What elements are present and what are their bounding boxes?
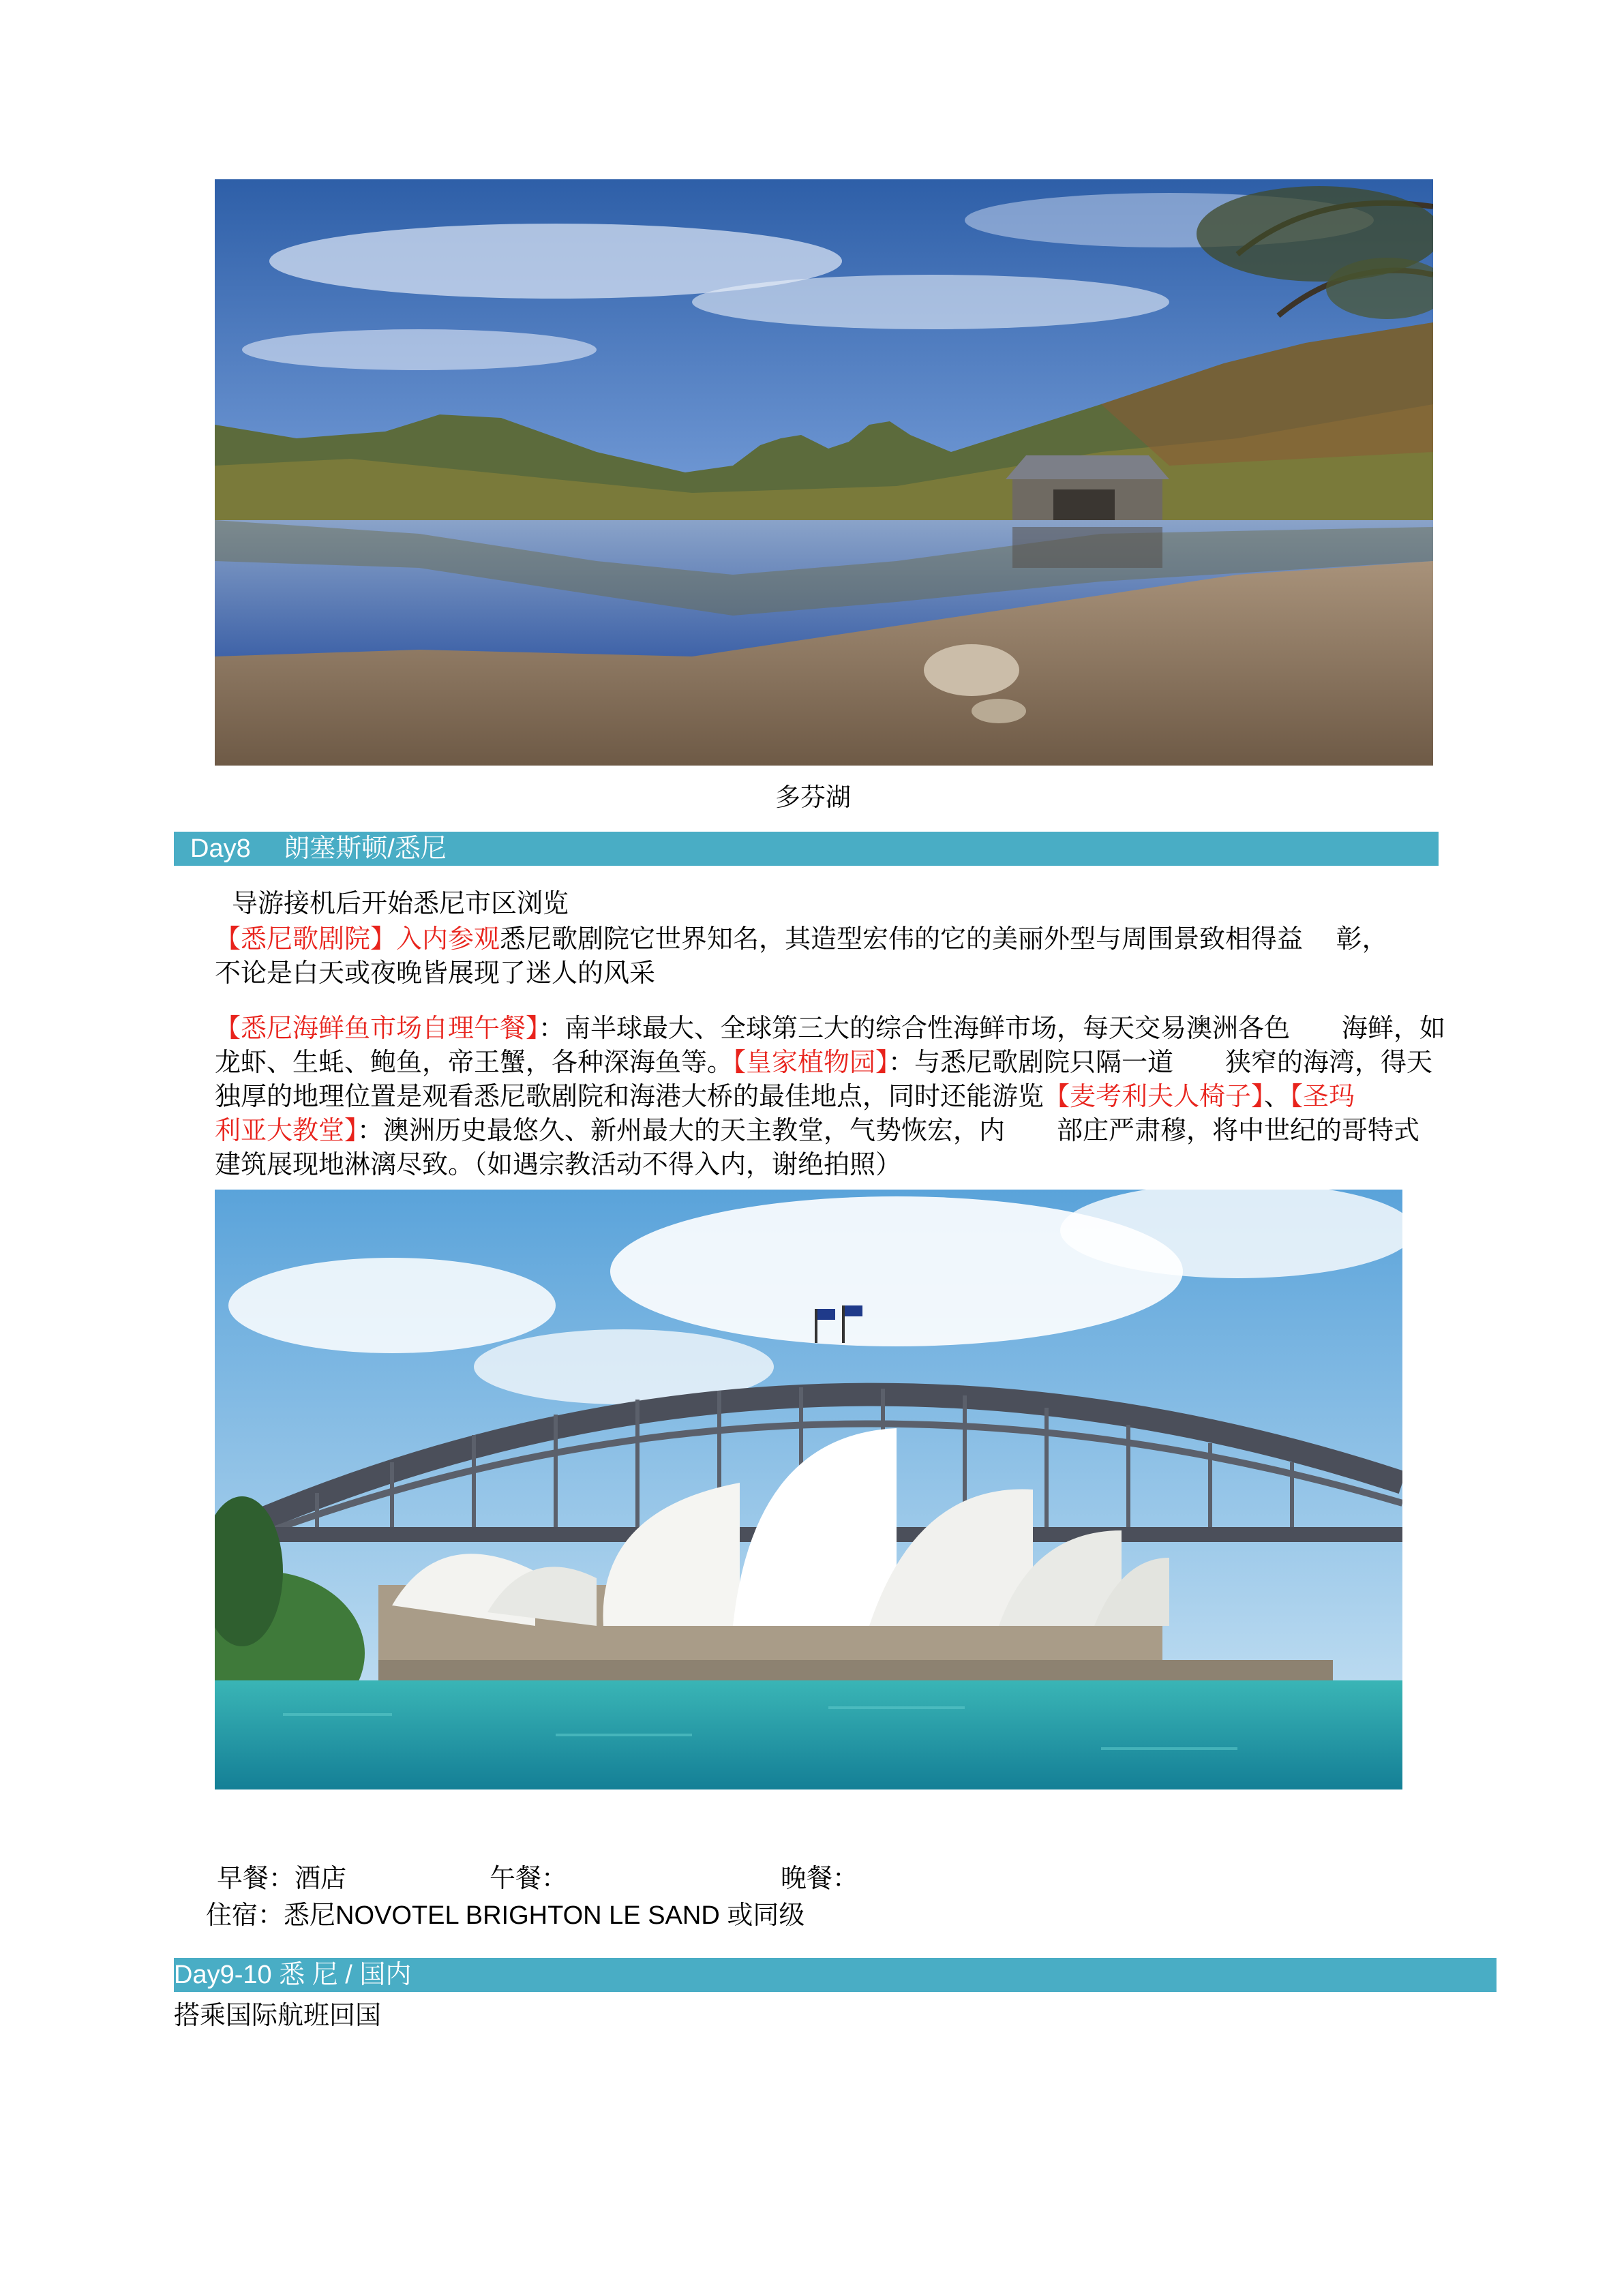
st-mary-tag-part-2: 利亚大教堂】 [215,1117,358,1145]
lake-photo-caption: 多芬湖 [775,783,851,811]
st-mary-desc: ：澳洲历史最悠久、新州最大的天主教堂，气势恢宏，内 部庄严肃穆，将中世纪的哥特式 [357,1117,1420,1145]
lodging: 住宿：悉尼NOVOTEL BRIGHTON LE SAND 或同级 [206,1901,805,1930]
fish-market-desc: ：南半球最大、全球第三大的综合性海鲜市场，每天交易澳洲各色 海鲜，如 [539,1014,1446,1043]
mrs-macquarie-chair-tag: 【麦考利夫人椅子】 [1044,1083,1265,1111]
day9-10-text: 搭乘国际航班回国 [174,2002,382,2030]
fish-market-line-1 [215,1012,1445,1046]
fish-market-line-3 [215,1080,1355,1114]
fish-market-line-2 [215,1046,1432,1080]
seafood-list: 龙虾、生蚝、鲍鱼，帝王蟹，各种深海鱼等。 [215,1048,734,1077]
tag-separator: 、 [1264,1083,1291,1111]
opera-house-desc: 悉尼歌剧院它世界知名，其造型宏伟的它的美丽外型与周围景致相得益 彰， [500,925,1388,954]
opera-house-photo [215,1190,1402,1789]
day9-10-header [174,1958,1497,1992]
fish-market-tag: 【悉尼海鲜鱼市场自理午餐】 [215,1014,539,1043]
day8-header [174,832,1439,866]
day8-intro: 导游接机后开始悉尼市区浏览 [232,890,569,918]
lake-photo [215,179,1433,766]
meal-dinner: 晚餐： [781,1864,859,1893]
opera-house-line-2: 不论是白天或夜晚皆展现了迷人的风采 [215,959,656,988]
viewpoint-desc: 独厚的地理位置是观看悉尼歌剧院和海港大桥的最佳地点，同时还能游览 [215,1083,1044,1111]
day9-10-header-text: Day9-10 悉 尼 / 国内 [174,1961,412,1989]
meal-breakfast: 早餐：酒店 [217,1864,347,1893]
fish-market-line-4 [215,1114,1419,1148]
opera-house-tag: 【悉尼歌剧院】入内参观 [215,925,500,954]
day8-header-text: Day8 朗塞斯顿/悉尼 [190,834,447,863]
st-mary-tag-part-1: 【圣玛 [1290,1083,1355,1111]
botanic-garden-tag: 【皇家植物园】 [733,1048,889,1077]
fish-market-line-5: 建筑展现地淋漓尽致。（如遇宗教活动不得入内，谢绝拍照） [215,1151,902,1179]
opera-house-line-1 [215,922,1388,956]
meal-lunch: 午餐： [490,1864,568,1893]
botanic-garden-desc: ：与悉尼歌剧院只隔一道 狭窄的海湾，得天 [888,1048,1433,1077]
